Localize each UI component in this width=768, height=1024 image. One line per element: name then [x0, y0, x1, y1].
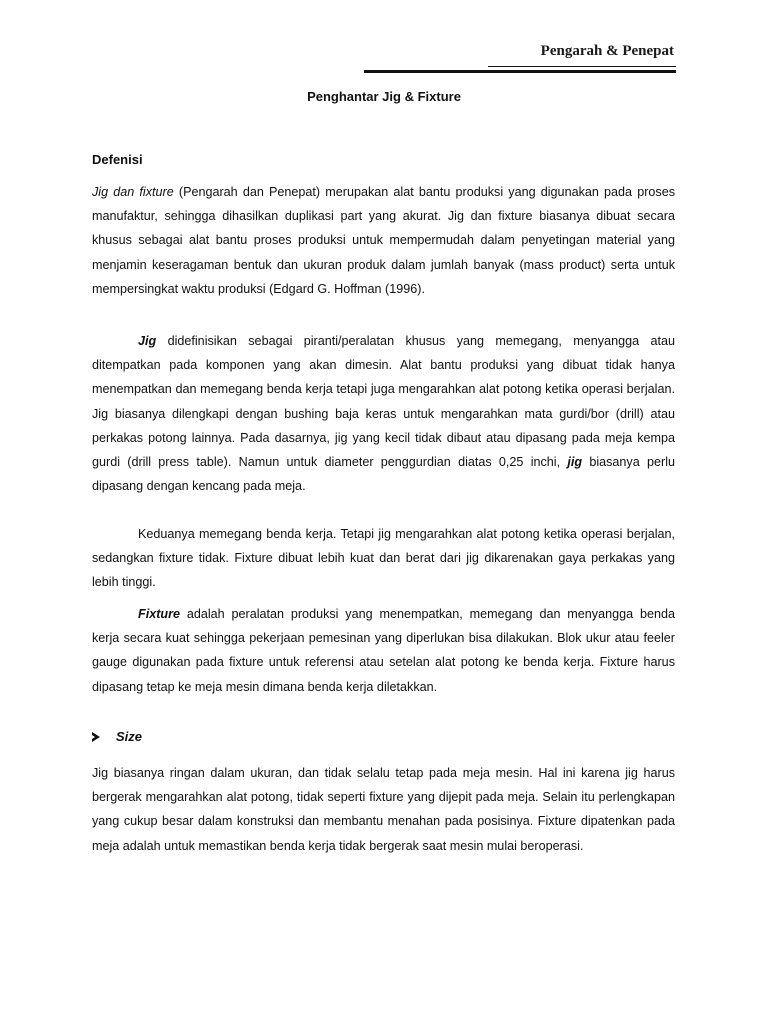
- bullet-size: [92, 729, 142, 744]
- paragraph-text: biasanya perlu dipasang dengan kencang pada meja.: [92, 455, 675, 494]
- header-title: Pengarah & Penepat: [540, 43, 674, 59]
- term-jig: Jig: [138, 334, 157, 348]
- term-jig-emphasis: jig: [567, 455, 583, 470]
- paragraph-text: (Pengarah dan Penepat) merupakan alat bantu produksi yang digunakan pada proses manufaktur, sehingga dihasilkan duplikasi part yang akurat. Jig dan fixture biasanya dibuat secara khusus sebagai alat bantu proses produksi untuk mempermudah dalam penyetingan material yang menjamin keseragaman bentuk dan ukuran produk dalam jumlah banyak (mass product) serta untuk mempersingkat waktu produksi (Edgard G. Hoffman (1996).: [92, 185, 675, 296]
- paragraph-comparison: [92, 522, 675, 595]
- term-jig-dan-fixture: Jig dan fixture: [92, 185, 174, 199]
- document-title: Penghantar Jig & Fixture: [307, 89, 461, 104]
- paragraph-jig: [92, 329, 675, 498]
- paragraph-text: didefinisikan sebagai piranti/peralatan khusus yang memegang, menyangga atau ditempatkan pada komponen yang akan dimesin. Alat bantu produksi yang dibuat tidak hanya menempatkan dan memegang benda kerja tetapi juga mengarahkan alat potong ketika operasi berjalan. Jig biasanya dilengkapi dengan bushing baja keras untuk mengarahkan mata gurdi/bor (drill) atau perkakas potong lainnya. Pada dasarnya, jig yang kecil tidak dibaut atau dipasang pada meja kempa gurdi (drill press table). Namun untuk diameter penggurdian diatas 0,25 inchi,: [92, 334, 675, 470]
- paragraph-text: adalah peralatan produksi yang menempatkan, memegang dan menyangga benda kerja secara kuat sehingga pekerjaan pemesinan yang diperlukan bisa dilakukan. Blok ukur atau feeler gauge digunakan pada fixture untuk referensi atau setelan alat potong ke benda kerja. Fixture harus dipasang tetap ke meja mesin dimana benda kerja diletakkan.: [92, 607, 675, 694]
- header-rule-thin: [488, 66, 676, 67]
- paragraph-definition: [92, 180, 675, 301]
- header-rule-thick: [364, 70, 676, 73]
- paragraph-fixture: [92, 602, 675, 699]
- section-heading-defenisi: Defenisi: [92, 152, 143, 167]
- bullet-label: Size: [116, 729, 143, 744]
- paragraph-text: Jig biasanya ringan dalam ukuran, dan tidak selalu tetap pada meja mesin. Hal ini karena jig harus bergerak mengarahkan alat potong, tidak seperti fixture yang dijepit pada meja. Selain itu perlengkapan yang cukup besar dalam konstruksi dan membantu menahan pada posisinya. Fixture dipatenkan pada meja adalah untuk memastikan benda kerja tidak bergerak saat mesin mulai beroperasi.: [92, 766, 675, 853]
- arrow-bullet-icon: [92, 732, 100, 742]
- term-fixture: Fixture: [138, 607, 180, 621]
- paragraph-text: Keduanya memegang benda kerja. Tetapi jig mengarahkan alat potong ketika operasi berjalan, sedangkan fixture tidak. Fixture dibuat lebih kuat dan berat dari jig dikarenakan gaya perkakas yang lebih tinggi.: [92, 527, 675, 590]
- paragraph-size: [92, 761, 675, 858]
